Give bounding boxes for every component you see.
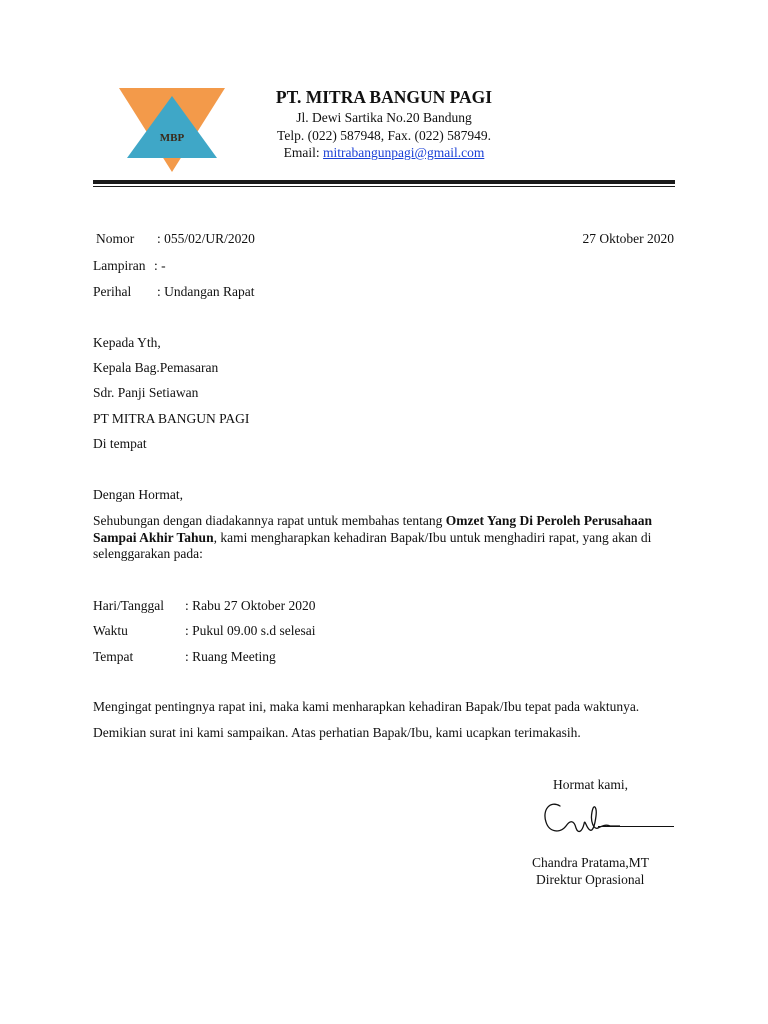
greeting: Dengan Hormat, <box>93 487 183 502</box>
signature-mark <box>540 798 620 846</box>
detail-value: : Pukul 09.00 s.d selesai <box>185 623 316 638</box>
nomor-label: Nomor <box>96 231 135 246</box>
lampiran-label: Lampiran <box>93 258 146 273</box>
signature-salutation: Hormat kami, <box>553 777 628 792</box>
closing-paragraph: Demikian surat ini kami sampaikan. Atas perhatian Bapak/Ibu, kami ucapkan terimakasih. <box>93 725 581 740</box>
nomor-value: : 055/02/UR/2020 <box>157 231 255 246</box>
signature-line <box>598 826 674 827</box>
recipient-line: Di tempat <box>93 436 147 451</box>
letter-date: 27 Oktober 2020 <box>582 231 674 246</box>
email-link[interactable]: mitrabangunpagi@gmail.com <box>323 145 485 160</box>
company-email-line <box>268 145 500 161</box>
intro-text: Sehubungan dengan diadakannya rapat untuk membahas tentang <box>93 513 446 528</box>
detail-label: Hari/Tanggal <box>93 598 165 613</box>
company-phone-fax: Telp. (022) 587948, Fax. (022) 587949. <box>277 128 491 143</box>
intro-paragraph <box>93 513 653 563</box>
recipient-line: Kepala Bag.Pemasaran <box>93 360 219 375</box>
lampiran-value: : - <box>154 258 166 273</box>
closing-paragraph: Mengingat pentingnya rapat ini, maka kami menharapkan kehadiran Bapak/Ibu tepat pada waktunya. <box>93 699 640 714</box>
detail-value: : Ruang Meeting <box>185 649 276 664</box>
company-address: Jl. Dewi Sartika No.20 Bandung <box>296 110 472 125</box>
perihal-value: : Undangan Rapat <box>157 284 255 299</box>
email-label: Email: <box>283 145 324 160</box>
recipient-line: Kepada Yth, <box>93 335 161 350</box>
detail-label: Waktu <box>93 623 128 638</box>
perihal-label: Perihal <box>93 284 132 299</box>
signatory-title: Direktur Oprasional <box>536 872 645 887</box>
intro-subject: Omzet Yang Di Peroleh Perusahaan Sampai Akhir Tahun <box>93 513 653 545</box>
header-divider-thin <box>93 186 675 187</box>
logo-text: MBP <box>159 132 185 144</box>
recipient-line: PT MITRA BANGUN PAGI <box>93 411 250 426</box>
company-logo <box>116 86 228 174</box>
signatory-name: Chandra Pratama,MT <box>532 855 649 870</box>
company-name: PT. MITRA BANGUN PAGI <box>275 87 493 107</box>
header-divider-thick <box>93 180 675 184</box>
intro-text-end: , kami mengharapkan kehadiran Bapak/Ibu untuk menghadiri rapat, yang akan di selenggarakan pada: <box>93 529 652 561</box>
detail-value: : Rabu 27 Oktober 2020 <box>185 598 316 613</box>
recipient-line: Sdr. Panji Setiawan <box>93 385 199 400</box>
detail-label: Tempat <box>93 649 134 664</box>
